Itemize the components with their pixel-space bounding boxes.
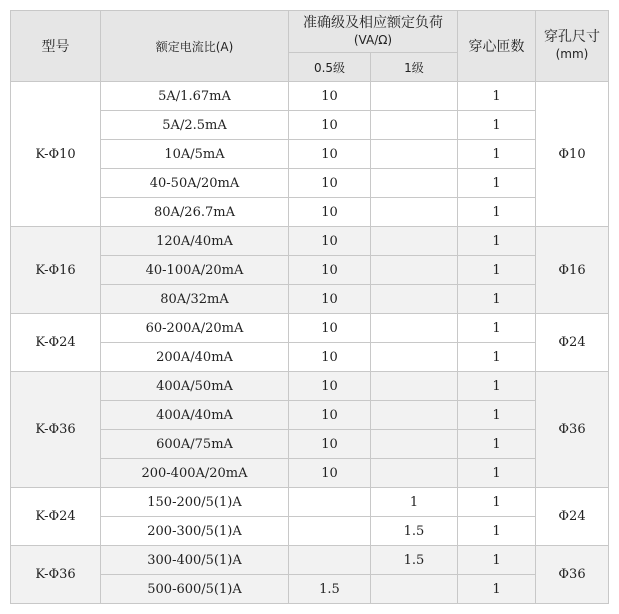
model-cell: K-Φ10 (11, 82, 101, 227)
header-ratio: 额定电流比(A) (101, 11, 289, 82)
model-cell: K-Φ16 (11, 227, 101, 314)
turns-cell: 1 (458, 111, 536, 140)
class-05-cell: 10 (289, 111, 371, 140)
class-05-cell: 10 (289, 459, 371, 488)
class-05-cell: 10 (289, 169, 371, 198)
model-cell: K-Φ24 (11, 314, 101, 372)
hole-size-cell: Φ24 (536, 314, 609, 372)
class-1-cell: 1.5 (371, 546, 458, 575)
class-05-cell: 1.5 (289, 575, 371, 604)
turns-cell: 1 (458, 430, 536, 459)
header-class-05: 0.5级 (289, 53, 371, 82)
ratio-cell: 80A/26.7mA (101, 198, 289, 227)
ratio-cell: 400A/40mA (101, 401, 289, 430)
turns-cell: 1 (458, 372, 536, 401)
ratio-cell: 300-400/5(1)A (101, 546, 289, 575)
ratio-cell: 400A/50mA (101, 372, 289, 401)
turns-cell: 1 (458, 459, 536, 488)
table-row (11, 285, 609, 314)
class-1-cell (371, 111, 458, 140)
table-row (11, 169, 609, 198)
table-row (11, 430, 609, 459)
header-hole-title: 穿孔尺寸 (544, 29, 600, 45)
table-row (11, 343, 609, 372)
turns-cell: 1 (458, 575, 536, 604)
ratio-cell: 40-100A/20mA (101, 256, 289, 285)
class-1-cell (371, 140, 458, 169)
ratio-cell: 200-400A/20mA (101, 459, 289, 488)
table-row (11, 546, 609, 575)
hole-size-cell: Φ24 (536, 488, 609, 546)
table-row (11, 517, 609, 546)
turns-cell: 1 (458, 285, 536, 314)
class-05-cell: 10 (289, 285, 371, 314)
turns-cell: 1 (458, 256, 536, 285)
header-hole-unit: (mm) (555, 47, 589, 61)
turns-cell: 1 (458, 488, 536, 517)
table-row (11, 82, 609, 111)
class-1-cell: 1 (371, 488, 458, 517)
turns-cell: 1 (458, 82, 536, 111)
class-05-cell: 10 (289, 256, 371, 285)
ratio-cell: 200A/40mA (101, 343, 289, 372)
table-row (11, 111, 609, 140)
class-05-cell (289, 546, 371, 575)
class-1-cell (371, 256, 458, 285)
hole-size-cell: Φ10 (536, 82, 609, 227)
table-body (11, 82, 609, 604)
table-row (11, 256, 609, 285)
table-row (11, 459, 609, 488)
header-accuracy (289, 11, 458, 53)
header-class-1: 1级 (371, 53, 458, 82)
class-1-cell (371, 459, 458, 488)
ratio-cell: 80A/32mA (101, 285, 289, 314)
class-1-cell (371, 575, 458, 604)
table-row (11, 198, 609, 227)
class-05-cell: 10 (289, 140, 371, 169)
table-row (11, 372, 609, 401)
class-05-cell (289, 517, 371, 546)
class-1-cell (371, 227, 458, 256)
table-row (11, 140, 609, 169)
ratio-cell: 40-50A/20mA (101, 169, 289, 198)
class-05-cell: 10 (289, 372, 371, 401)
hole-size-cell: Φ36 (536, 546, 609, 604)
model-cell: K-Φ36 (11, 546, 101, 604)
turns-cell: 1 (458, 169, 536, 198)
table-row (11, 575, 609, 604)
class-1-cell: 1.5 (371, 517, 458, 546)
turns-cell: 1 (458, 343, 536, 372)
class-1-cell (371, 401, 458, 430)
class-1-cell (371, 285, 458, 314)
class-1-cell (371, 82, 458, 111)
header-accuracy-unit: (VA/Ω) (353, 32, 393, 47)
ratio-cell: 60-200A/20mA (101, 314, 289, 343)
hole-size-cell: Φ36 (536, 372, 609, 488)
ratio-cell: 120A/40mA (101, 227, 289, 256)
class-1-cell (371, 198, 458, 227)
turns-cell: 1 (458, 517, 536, 546)
class-05-cell: 10 (289, 314, 371, 343)
class-1-cell (371, 430, 458, 459)
model-cell: K-Φ36 (11, 372, 101, 488)
hole-size-cell: Φ16 (536, 227, 609, 314)
class-1-cell (371, 372, 458, 401)
class-05-cell: 10 (289, 343, 371, 372)
table-row (11, 401, 609, 430)
class-05-cell: 10 (289, 401, 371, 430)
class-1-cell (371, 343, 458, 372)
class-1-cell (371, 169, 458, 198)
ratio-cell: 500-600/5(1)A (101, 575, 289, 604)
header-model: 型号 (11, 11, 101, 82)
table-header (11, 11, 609, 82)
ratio-cell: 5A/2.5mA (101, 111, 289, 140)
ratio-cell: 10A/5mA (101, 140, 289, 169)
turns-cell: 1 (458, 227, 536, 256)
class-05-cell: 10 (289, 227, 371, 256)
class-05-cell (289, 488, 371, 517)
spec-table (10, 10, 609, 604)
turns-cell: 1 (458, 401, 536, 430)
class-1-cell (371, 314, 458, 343)
ratio-cell: 200-300/5(1)A (101, 517, 289, 546)
header-turns: 穿心匝数 (458, 11, 536, 82)
turns-cell: 1 (458, 140, 536, 169)
ratio-cell: 150-200/5(1)A (101, 488, 289, 517)
turns-cell: 1 (458, 314, 536, 343)
header-accuracy-title: 准确级及相应额定负荷 (303, 14, 443, 31)
header-hole (536, 11, 609, 82)
turns-cell: 1 (458, 198, 536, 227)
ratio-cell: 5A/1.67mA (101, 82, 289, 111)
turns-cell: 1 (458, 546, 536, 575)
ratio-cell: 600A/75mA (101, 430, 289, 459)
class-05-cell: 10 (289, 82, 371, 111)
table-row (11, 488, 609, 517)
model-cell: K-Φ24 (11, 488, 101, 546)
table-row (11, 314, 609, 343)
class-05-cell: 10 (289, 198, 371, 227)
class-05-cell: 10 (289, 430, 371, 459)
table-row (11, 227, 609, 256)
